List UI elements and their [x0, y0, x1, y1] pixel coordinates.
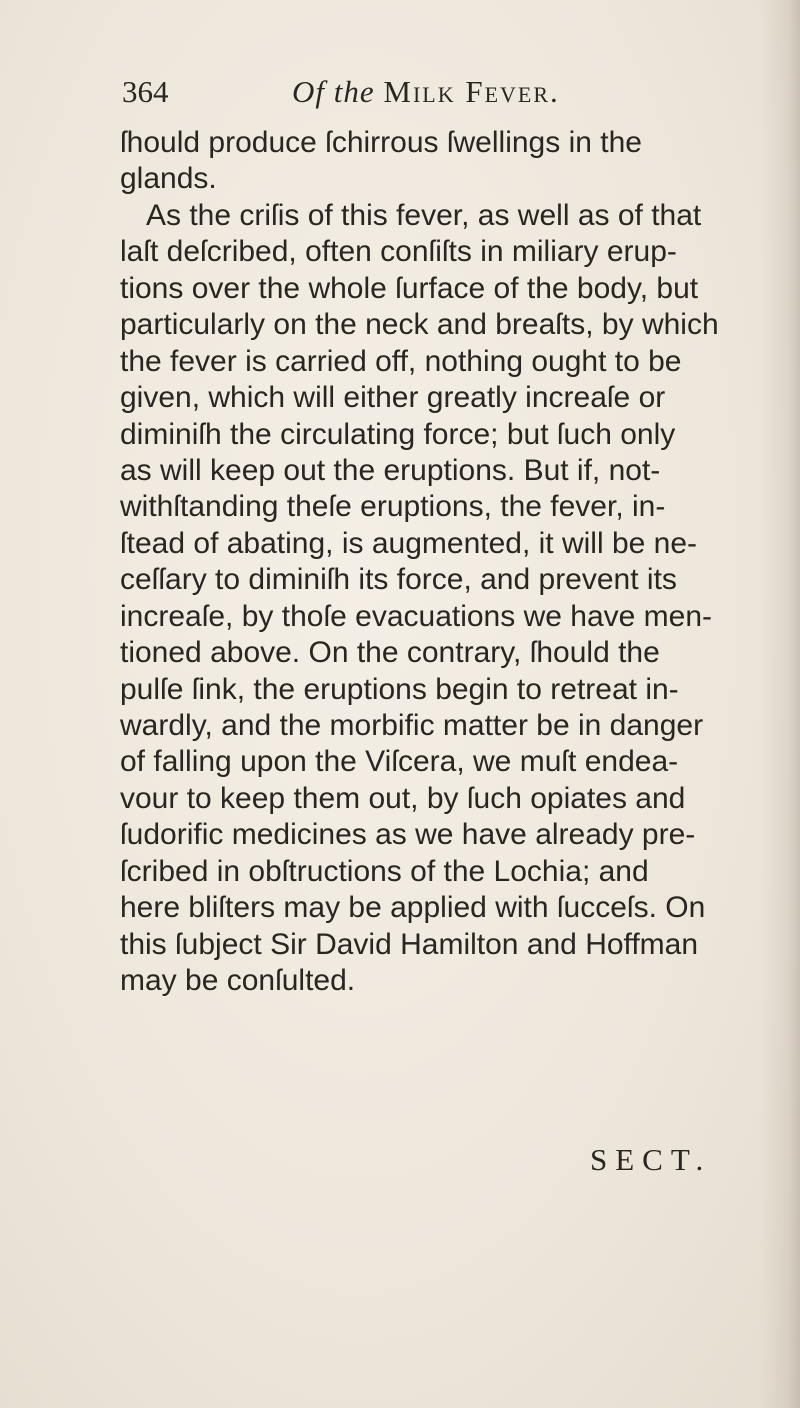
running-head [292, 72, 560, 112]
text-line: pulſe ſink, the eruptions begin to retreat in- [120, 672, 679, 706]
running-head-title: Milk Fever. [383, 74, 560, 109]
text-line: this ſubject Sir David Hamilton and Hoffman [120, 927, 699, 961]
text-line: ſhould produce ſchirrous ſwellings in the [120, 126, 642, 159]
text-line: diminiſh the circulating force; but ſuch only [120, 417, 676, 451]
text-line: ceſſary to diminiſh its force, and prevent its [120, 563, 677, 597]
text-line: withſtanding theſe eruptions, the fever, in- [120, 490, 666, 524]
text-line: may be conſulted. [120, 964, 356, 998]
text-line: as will keep out the eruptions. But if, not- [120, 453, 661, 487]
page-number: 364 [122, 74, 169, 109]
text-line: here bliſters may be applied with ſucceſs. On [120, 891, 706, 925]
text-line: ſtead of abating, is augmented, it will be ne- [120, 526, 698, 560]
text-line: laſt deſcribed, often conſiſts in miliary erup- [120, 235, 677, 269]
text-line: vour to keep them out, by ſuch opiates and [120, 781, 686, 815]
text-line: increaſe, by thoſe evacuations we have men- [120, 599, 713, 633]
text-line: tions over the whole ſurface of the body, but [120, 271, 699, 305]
text-line: the fever is carried off, nothing ought to be [120, 344, 682, 378]
text-line: ſcribed in obſtructions of the Lochia; and [120, 854, 649, 888]
text-line: ſudorific medicines as we have already pre- [120, 818, 696, 852]
catchword: SECT. [590, 1142, 712, 1177]
body-text [120, 125, 800, 1000]
page-header [122, 72, 642, 116]
running-head-prefix: Of the [292, 74, 375, 109]
text-line: particularly on the neck and breaſts, by which [120, 308, 719, 342]
text-line: of falling upon the Viſcera, we muſt endea- [120, 745, 679, 779]
text-line: As the criſis of this fever, as well as of that [146, 198, 702, 232]
text-line: given, which will either greatly increaſe or [120, 381, 666, 415]
text-line: glands. [120, 162, 217, 196]
text-line: wardly, and the morbific matter be in danger [120, 709, 704, 742]
text-line: tioned above. On the contrary, ſhould the [120, 636, 660, 670]
